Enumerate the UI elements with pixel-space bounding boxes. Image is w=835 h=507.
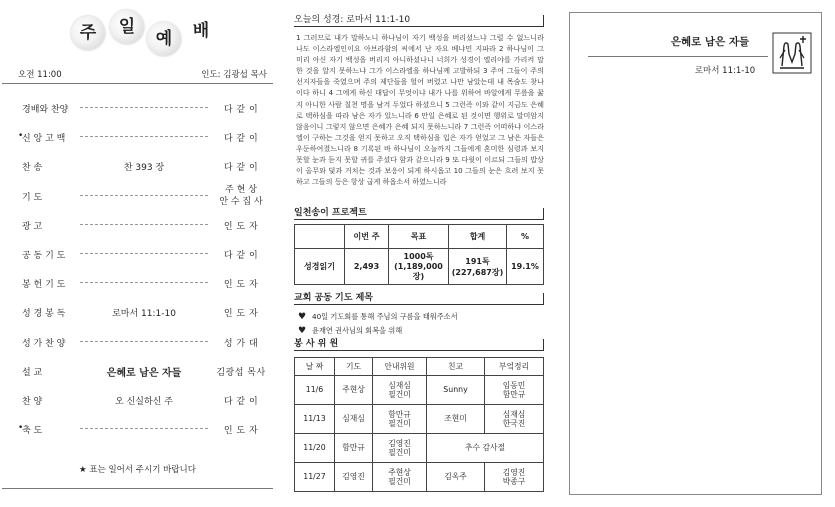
- table-header: 합계: [449, 225, 507, 249]
- cell-line: 심재심: [388, 380, 411, 390]
- service-table: [294, 357, 544, 492]
- info-panel: [294, 0, 546, 507]
- sermon-title: 은혜로 남은 자들: [80, 364, 208, 379]
- cell-line: 필건미: [388, 477, 411, 486]
- title-char: 배: [192, 21, 210, 41]
- total-pages: (227,687장): [451, 267, 504, 277]
- dotted-leader: [80, 136, 208, 137]
- order-row: [2, 93, 273, 122]
- cell-line: 함만규: [342, 443, 365, 453]
- table-cell: [373, 463, 427, 492]
- order-row: [2, 151, 273, 180]
- cell-line: 11/27: [303, 472, 326, 482]
- order-row: [2, 327, 273, 356]
- order-who: 다 같 이: [223, 163, 259, 174]
- table-cell: [485, 463, 544, 492]
- order-row: [2, 122, 273, 151]
- cell-line: 김옥주: [444, 472, 467, 482]
- cell-line: 김영진: [342, 472, 365, 482]
- cell-line: 임동민: [502, 380, 526, 390]
- order-who: 인 도 자: [223, 309, 259, 320]
- prayer-heading: 교회 공동 기도 제목: [294, 290, 544, 305]
- table-header: 부엌정리: [485, 358, 544, 376]
- order-item: 찬 양: [22, 396, 43, 407]
- standing-mark: •: [18, 423, 24, 434]
- title-char: 예: [147, 22, 181, 56]
- table-header: [295, 225, 345, 249]
- order-item: 신 앙 고 백: [22, 134, 66, 145]
- table-cell: [295, 405, 335, 434]
- table-cell: [335, 434, 373, 463]
- cell-line: 심재심: [502, 409, 526, 419]
- list-item: [298, 310, 544, 324]
- table-header: %: [507, 225, 544, 249]
- dotted-leader: [80, 224, 208, 225]
- order-who: 다 같 이: [223, 134, 259, 145]
- table-cell: [427, 376, 485, 405]
- order-item: 공 동 기 도: [22, 250, 66, 261]
- order-row: [2, 181, 273, 210]
- title-char: 주: [71, 16, 105, 50]
- order-who: 다 같 이: [223, 105, 259, 115]
- order-who-line: 주 현 상: [225, 184, 257, 195]
- order-row: [2, 268, 273, 297]
- project-heading: 일천송이 프로젝트: [294, 205, 544, 220]
- table-header: 이번 주: [345, 225, 389, 249]
- service-time: 오전 11:00: [18, 70, 62, 80]
- prayer-list: [298, 310, 544, 338]
- prayer-text: 윤재연 권사님의 회복을 위해: [312, 326, 403, 335]
- order-item: 광 고: [22, 221, 43, 232]
- standing-footnote: ★ 표는 일어서 주시기 바랍니다: [79, 465, 196, 475]
- hymn-title: 오 신실하신 주: [80, 394, 208, 407]
- service-info: [2, 68, 273, 82]
- dotted-leader: [80, 428, 208, 429]
- dotted-leader: [80, 107, 208, 108]
- table-cell: [427, 463, 485, 492]
- table-header: 안내위원: [373, 358, 427, 376]
- table-header: 목표: [389, 225, 449, 249]
- table-cell: 2,493: [345, 249, 389, 285]
- praying-hands-icon: [772, 32, 812, 74]
- cell-line: 필건미: [388, 419, 411, 428]
- order-item: 기 도: [22, 192, 43, 203]
- goal-pages: (1,189,000장): [394, 262, 443, 281]
- cell-line: 11/13: [303, 414, 326, 424]
- order-who: [212, 184, 270, 208]
- table-cell: [295, 376, 335, 405]
- table-cell: [427, 434, 544, 463]
- table-cell: [373, 405, 427, 434]
- table-cell: [449, 249, 507, 285]
- table-cell: [295, 463, 335, 492]
- cell-line: 11/6: [305, 385, 324, 395]
- heart-icon: ♥: [298, 326, 307, 336]
- order-item: 축 도: [22, 426, 43, 437]
- table-cell: [485, 376, 544, 405]
- heart-icon: ♥: [298, 312, 307, 322]
- project-table: [294, 224, 544, 285]
- sermon-title: 은혜로 남은 자들: [670, 36, 750, 48]
- dotted-leader: [80, 341, 208, 342]
- order-item: 경배와 찬양: [22, 105, 69, 115]
- order-who: 성 가 대: [223, 338, 259, 349]
- cell-line: 심재심: [342, 414, 365, 424]
- table-header: 기도: [335, 358, 373, 376]
- order-content: [80, 160, 208, 173]
- table-row: [295, 376, 544, 405]
- cell-line: 김영진: [502, 467, 526, 477]
- hymn-number: 찬 393 장: [120, 163, 168, 173]
- divider: [588, 56, 768, 57]
- table-row: [295, 405, 544, 434]
- cell-line: 추수 감사절: [464, 443, 506, 453]
- table-cell: [373, 434, 427, 463]
- table-cell: [295, 434, 335, 463]
- order-who: 인 도 자: [223, 280, 259, 291]
- cell-line: 조현미: [444, 414, 467, 424]
- sermon-panel: [569, 12, 822, 495]
- prayer-text: 40일 기도회를 통해 주님의 구름을 태워주소서: [312, 312, 458, 321]
- cell-line: 주현상: [342, 385, 365, 395]
- scripture-text: 1 그러므로 내가 말하노니 하나님이 자기 백성을 버리셨느냐 그럴 수 없느니라 나도 이스라엘인이요 아브라함의 씨에서 난 자요 베냐민 지파라 2 하나님이 그 미리 아신 자기 백성을 버리지 아니하셨나니 너희가 성경이 엘리야를 가리켜 말한 것을 알지 못하느냐 그가 이스라엘을 하나님께 고발하되 3 주여 그들이 주의 선지자들을 죽였으며 주의 제단들을 헐어 버렸고 나만 남았는데 내 목숨도 찾나이다 하니 4 그에게 하신 대답이 무엇이냐 내가 나를 위하여 바알에게 무릎을 꿇지 아니한 사람 칠천 명을 남겨 두었다 하셨으니 5 그런즉 이와 같이 지금도 은혜로 택하심을 따라 남은 자가 있느니라 6 만일 은혜로 된 것이면 행위로 말미암지 않음이니 그렇지 않으면 은혜가 은혜 되지 못하느니라 7 그런즉 어떠하냐 이스라엘이 구하는 그것을 얻지 못하고 오직 택하심을 입은 자가 얻었고 그 남은 자들은 우둔하여졌느니라 8 기록된 바 하나님이 오늘까지 그들에게 혼미한 심령과 보지 못할 눈과 듣지 못할 귀를 주셨다 함과 같으니라 9 또 다윗이 이르되 그들의 밥상이 올무와 덫과 거치는 것과 보응이 되게 하시옵고 10 그들의 눈은 흐려 보지 못하고 그들의 등은 항상 굽게 하옵소서 하였느니라: [296, 33, 544, 187]
- order-item: 설 교: [22, 367, 43, 378]
- dotted-leader: [80, 195, 208, 196]
- order-who: 김광섭 목사: [216, 367, 266, 378]
- order-row: [2, 297, 273, 326]
- order-row: [2, 210, 273, 239]
- service-heading: 봉 사 위 원: [294, 336, 544, 351]
- table-cell: [485, 405, 544, 434]
- cell-line: 필건미: [388, 448, 411, 457]
- table-cell: [389, 249, 449, 285]
- order-row: [2, 356, 273, 385]
- table-cell: 19.1%: [507, 249, 544, 285]
- standing-mark: •: [18, 131, 24, 142]
- order-who: 다 같 이: [223, 250, 259, 261]
- dotted-leader: [80, 282, 208, 283]
- worship-order-panel: [0, 0, 275, 507]
- order-list: [2, 93, 273, 443]
- cell-line: 함만규: [502, 390, 526, 399]
- order-row: [2, 414, 273, 443]
- order-row: [2, 239, 273, 268]
- table-cell: [335, 376, 373, 405]
- order-who: 인 도 자: [223, 221, 259, 232]
- cell-line: 박종구: [502, 477, 526, 486]
- cell-line: Sunny: [443, 385, 468, 395]
- order-item: 성 경 봉 독: [22, 309, 66, 320]
- order-who-line: 안 수 집 사: [219, 196, 263, 207]
- order-item: 성 가 찬 양: [22, 338, 66, 349]
- order-row: [2, 385, 273, 414]
- table-cell: [335, 405, 373, 434]
- divider: [2, 83, 273, 84]
- table-cell: [335, 463, 373, 492]
- sermon-verse: 로마서 11:1-10: [694, 66, 756, 76]
- service-leader: 인도: 김광섭 목사: [201, 70, 267, 80]
- table-row: [295, 434, 544, 463]
- dotted-leader: [80, 253, 208, 254]
- table-cell: [427, 405, 485, 434]
- cell-line: 함만규: [388, 409, 411, 419]
- order-item: 봉 헌 기 도: [22, 280, 66, 291]
- cell-line: 주현상: [388, 467, 411, 477]
- cell-line: 한국진: [502, 419, 526, 428]
- cell-line: 김영진: [388, 438, 411, 448]
- scripture-heading: 오늘의 성경: 로마서 11:1-10: [294, 12, 544, 27]
- cell-line: 필건미: [388, 390, 411, 399]
- table-header: 친교: [427, 358, 485, 376]
- order-who: 인 도 자: [223, 426, 259, 437]
- title-char: 일: [110, 10, 144, 44]
- order-item: 찬 송: [22, 163, 43, 174]
- table-row: [295, 463, 544, 492]
- order-who: 다 같 이: [223, 396, 259, 407]
- table-cell: [373, 376, 427, 405]
- table-row: [295, 249, 544, 285]
- worship-title: [0, 10, 275, 54]
- goal-count: 1000독: [403, 252, 434, 261]
- divider: [2, 488, 273, 489]
- total-count: 191독: [465, 256, 490, 266]
- cell-line: 11/20: [303, 443, 326, 453]
- table-cell: 성경읽기: [295, 249, 345, 285]
- table-header: 날 짜: [295, 358, 335, 376]
- scripture-reference: 로마서 11:1-10: [80, 306, 208, 319]
